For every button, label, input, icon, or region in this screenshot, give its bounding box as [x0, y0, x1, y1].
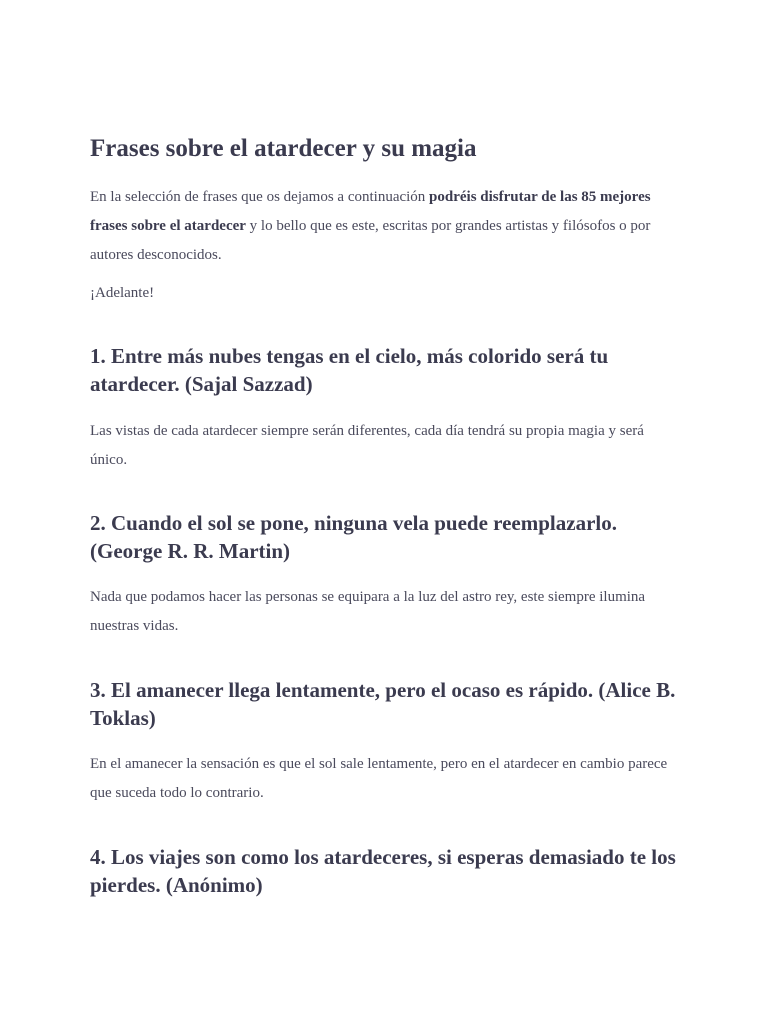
- quote-body-1: Las vistas de cada atardecer siempre serán diferentes, cada día tendrá su propia magia y será único.: [90, 423, 644, 468]
- intro-text-bold: podréis disfrutar de las 85 mejores frases sobre el atardecer: [90, 189, 651, 234]
- quote-heading-2: 2. Cuando el sol se pone, ninguna vela puede reemplazarlo. (George R. R. Martin): [90, 511, 617, 563]
- intro-text-before: En la selección de frases que os dejamos a continuación: [90, 189, 430, 205]
- article-title: Frases sobre el atardecer y su magia: [90, 135, 477, 162]
- quote-heading-1: 1. Entre más nubes tengas en el cielo, más colorido será tu atardecer. (Sajal Sazzad): [90, 344, 609, 396]
- quote-body-2: Nada que podamos hacer las personas se equipara a la luz del astro rey, este siempre ilumina nuestras vidas.: [90, 589, 646, 634]
- quote-heading-3: 3. El amanecer llega lentamente, pero el ocaso es rápido. (Alice B. Toklas): [90, 678, 676, 730]
- intro-paragraph: [90, 183, 680, 270]
- quote-heading-4: 4. Los viajes son como los atardeceres, si esperas demasiado te los pierdes. (Anónimo): [90, 845, 676, 897]
- quote-body-3: En el amanecer la sensación es que el sol sale lentamente, pero en el atardecer en cambio parece que suceda todo lo contrario.: [90, 756, 668, 801]
- intro-text-after: y lo bello que es este, escritas por grandes artistas y filósofos o por autores desconocidos.: [90, 218, 651, 263]
- intro-cta: ¡Adelante!: [90, 285, 155, 301]
